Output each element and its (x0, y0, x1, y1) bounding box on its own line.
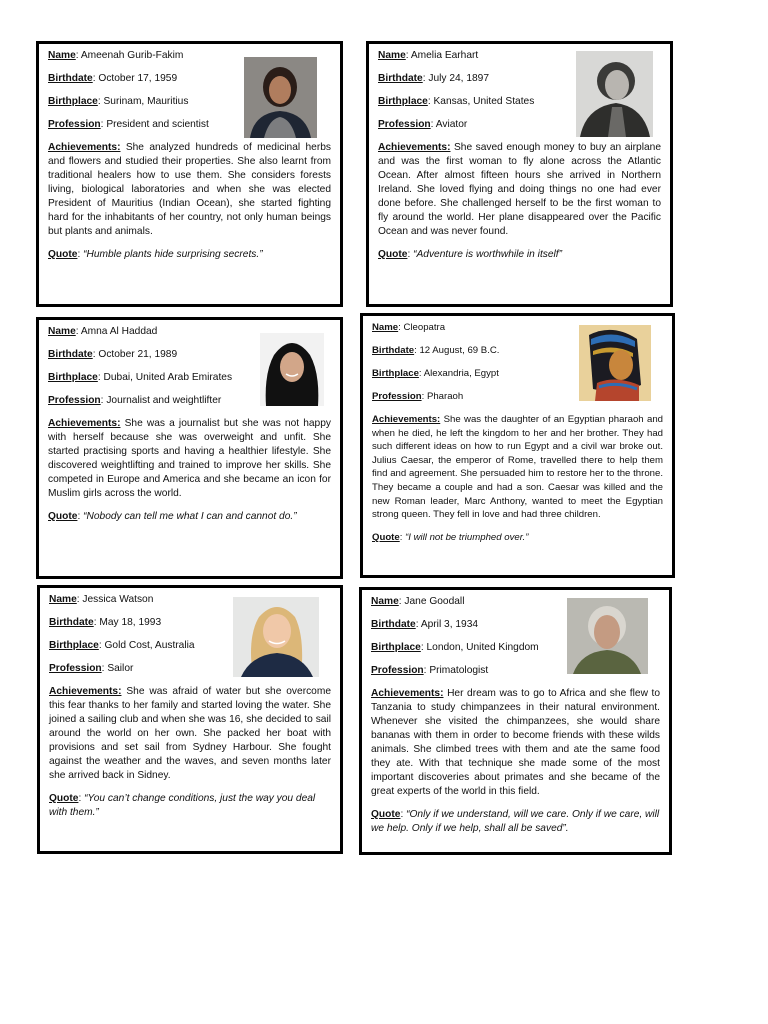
quote-text: Quote: “Adventure is worthwhile in itself” (378, 249, 563, 260)
profession-field: Profession: Journalist and weightlifter (48, 395, 222, 406)
birthplace-field: Birthplace: Alexandria, Egypt (372, 368, 499, 379)
birthdate-field: Birthdate: April 3, 1934 (371, 619, 479, 630)
birthplace-field: Birthplace: Surinam, Mauritius (48, 96, 189, 107)
birthplace-field: Birthplace: Gold Cost, Australia (49, 640, 195, 651)
name-field: Name: Jessica Watson (49, 594, 154, 605)
achievements-text: Achievements: She was the daughter of an Egyptian pharaoh and when he died, he left the kingdom to her and her brother. They had such different ideas on how to run Egypt and a civil war broke out. Julius Caesar, the emperor of Rome, travelled there to help them find and agreement. She persuaded him to restore her to the throne. They became a couple and had a son. Caesar was killed and the new Roman leader, Marc Anthony, wanted to meet the Egyptian strong queen. They fell in love and had three children. (372, 414, 663, 521)
quote-text: Quote: “Only if we understand, will we care. Only if we care, will we help. Only if we help, shall all be saved”. (371, 809, 660, 834)
portrait-photo (233, 597, 319, 677)
quote-text: Quote: “Nobody can tell me what I can and cannot do.” (48, 511, 297, 522)
achievements-text: Achievements: Her dream was to go to Africa and she flew to Tanzania to study chimpanzees in their natural environment. Whenever she visited the chimpanzees, she would share bananas with them in order to become friends with these wilds animals. She climbed trees with them and ate the same food they ate. With that technique she made some of the most important discoveries about primates and she became of the great experts of the world in this field. (371, 688, 660, 797)
quote-text: Quote: “I will not be triumphed over.” (372, 531, 529, 543)
birthdate-field: Birthdate: July 24, 1897 (378, 73, 489, 84)
birthplace-field: Birthplace: Dubai, United Arab Emirates (48, 372, 233, 383)
profession-field: Profession: Primatologist (371, 665, 489, 676)
birthdate-field: Birthdate: May 18, 1993 (49, 617, 162, 628)
profession-field: Profession: Sailor (49, 663, 134, 674)
biography-card-cleopatra (360, 313, 675, 578)
birthplace-field: Birthplace: Kansas, United States (378, 96, 535, 107)
name-field: Name: Jane Goodall (371, 596, 465, 607)
birthdate-field: Birthdate: October 21, 1989 (48, 349, 178, 360)
biography-card-earhart (366, 41, 673, 307)
achievements-text: Achievements: She was afraid of water but she overcome this fear thanks to her family and started loving the water. She joined a sailing club and when she was 16, she decided to sail around the world on her own. She packed her boat with provisions and set sail from Sydney Harbour. She fought against the weather and the waves, and seven months later she arrived back in Sidney. (49, 686, 331, 781)
achievements-text: Achievements: She analyzed hundreds of medicinal herbs and flowers and studied their properties. She also learnt from traditional healers how to use them. She considers forests living, biological laboratories and when she was elected President of Mauritius (Indian Ocean), she started fighting hard for the inhabitants of her country, not only human beings but plants and animals. (48, 142, 331, 237)
name-field: Name: Amelia Earhart (378, 50, 479, 61)
quote-text: Quote: “You can’t change conditions, just the way you deal with them.” (49, 793, 316, 818)
birthplace-field: Birthplace: London, United Kingdom (371, 642, 539, 653)
name-field: Name: Ameenah Gurib-Fakim (48, 50, 184, 61)
profession-field: Profession: Aviator (378, 119, 468, 130)
achievements-text: Achievements: She saved enough money to buy an airplane and was the first woman to fly alone across the Atlantic Ocean. After almost fifteen hours she arrived in Northern Ireland. She loved flying and doing things no one had ever done before. She challenged herself to be the first woman to fly around the world. Her plane disappeared over the Pacific Ocean and was never found. (378, 142, 661, 237)
birthdate-field: Birthdate: October 17, 1959 (48, 73, 178, 84)
portrait-photo (567, 598, 648, 674)
biography-card-goodall (359, 587, 672, 855)
portrait-photo (244, 57, 317, 138)
portrait-photo (260, 333, 324, 406)
achievements-text: Achievements: She was a journalist but she was not happy with herself because she was overweight and unfit. She started practising sports and having a healthier lifestyle. She discovered weightlifting and trained to improve her skills. She competed in Europe and America and she became an icon for Muslim girls across the world. (48, 418, 331, 499)
birthdate-field: Birthdate: 12 August, 69 B.C. (372, 345, 500, 356)
profession-field: Profession: Pharaoh (372, 391, 464, 402)
quote-text: Quote: “Humble plants hide surprising secrets.” (48, 249, 263, 260)
egyptian-illustration (579, 325, 651, 401)
biography-card-gurib-fakim (36, 41, 343, 307)
biography-card-watson (37, 585, 343, 854)
name-field: Name: Cleopatra (372, 322, 446, 333)
name-field: Name: Amna Al Haddad (48, 326, 158, 337)
biography-card-al-haddad (36, 317, 343, 579)
portrait-photo (576, 51, 653, 137)
profession-field: Profession: President and scientist (48, 119, 209, 130)
